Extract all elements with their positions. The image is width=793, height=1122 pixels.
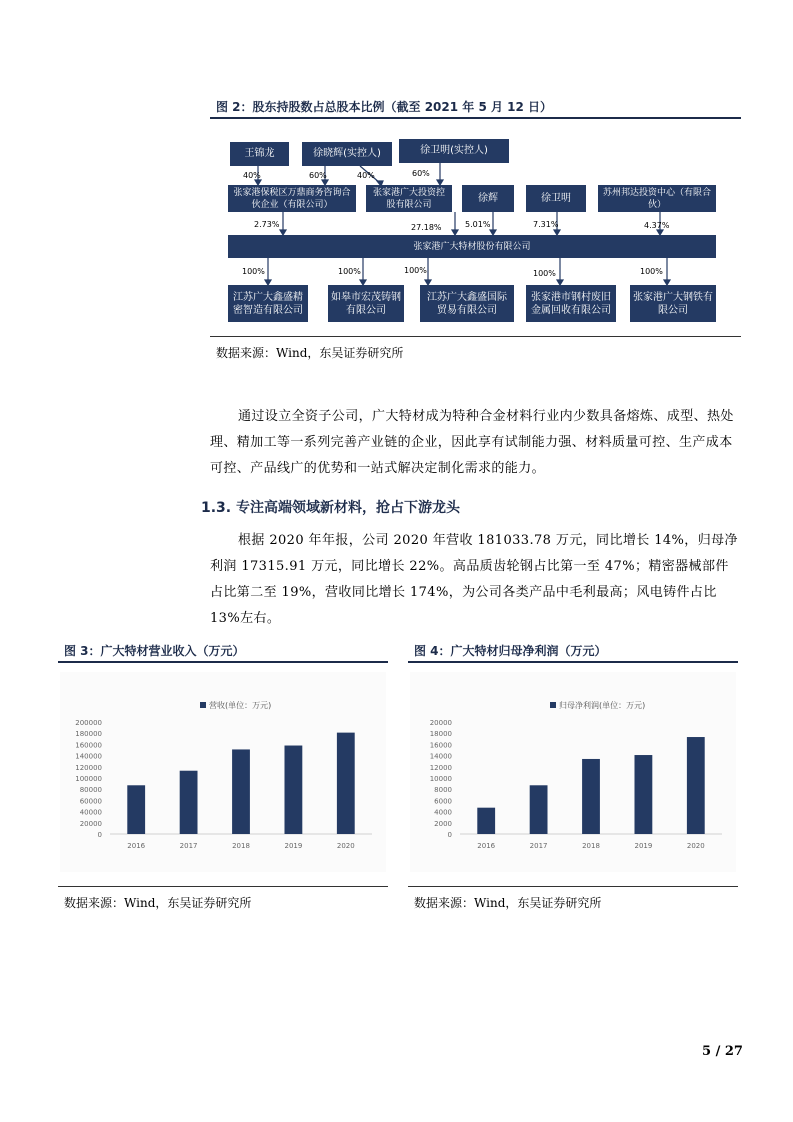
pct-xuwm-gdtz: 60% [412, 169, 430, 178]
x-tick-label: 2016 [477, 842, 496, 850]
x-tick-label: 2020 [336, 842, 355, 850]
node-xu-xiaohui: 徐晓辉(实控人) [302, 142, 392, 166]
node-wanding: 张家港保税区万鼎商务咨询合伙企业（有限公司） [228, 185, 356, 212]
pct-xuxh-wanding: 60% [309, 171, 327, 180]
y-tick-label: 2000 [434, 819, 452, 828]
x-tick-label: 2020 [686, 842, 705, 850]
node-sub-jingmi: 江苏广大鑫盛精密智造有限公司 [228, 285, 308, 322]
y-tick-label: 60000 [79, 797, 102, 806]
legend-label: 营收(单位：万元) [209, 701, 272, 710]
node-sub-huishou: 张家港市钢村废旧金属回收有限公司 [526, 285, 616, 322]
fig4-bottom-rule [408, 886, 738, 887]
bar-2017 [530, 785, 548, 834]
revenue-chart [60, 672, 386, 872]
x-tick-label: 2017 [179, 842, 198, 850]
legend-swatch [550, 702, 556, 708]
bar-2020 [337, 733, 355, 834]
y-tick-label: 140000 [75, 752, 102, 761]
y-tick-label: 20000 [79, 819, 102, 828]
node-sub-gangtie: 张家港广大钢铁有限公司 [630, 285, 716, 322]
y-tick-label: 80000 [79, 786, 102, 795]
node-sub-hongmao: 如皋市宏茂铸钢有限公司 [328, 285, 404, 322]
pct-gdtz-main: 27.18% [411, 223, 442, 232]
bar-2018 [232, 749, 250, 834]
x-tick-label: 2017 [529, 842, 548, 850]
fig2-bottom-rule [210, 336, 741, 337]
fig4-title: 图 4：广大特材归母净利润（万元） [414, 644, 607, 658]
bar-2020 [687, 737, 705, 834]
node-xu-hui: 徐辉 [462, 185, 514, 212]
fig2-title: 图 2：股东持股数占总股本比例（截至 2021 年 5 月 12 日） [216, 100, 553, 114]
pct-sub1: 100% [242, 267, 265, 276]
node-sub-maoyi: 江苏广大鑫盛国际贸易有限公司 [420, 285, 514, 322]
bar-2017 [180, 771, 198, 834]
y-tick-label: 160000 [75, 741, 102, 750]
x-tick-label: 2019 [284, 842, 303, 850]
y-tick-label: 200000 [75, 719, 102, 727]
bar-2016 [477, 808, 495, 834]
y-tick-label: 14000 [429, 752, 452, 761]
x-tick-label: 2018 [232, 842, 250, 850]
pct-wang-wanding: 40% [243, 171, 261, 180]
fig4-top-rule [408, 661, 738, 663]
net-profit-chart [410, 672, 736, 872]
pct-sub5: 100% [640, 267, 663, 276]
y-tick-label: 40000 [79, 808, 102, 817]
node-xu-weiming: 徐卫明(实控人) [399, 139, 509, 163]
pct-xuwm2-main: 7.31% [533, 220, 559, 229]
x-tick-label: 2018 [582, 842, 600, 850]
y-tick-label: 180000 [75, 730, 102, 739]
bar-2019 [634, 755, 652, 834]
y-tick-label: 100000 [75, 775, 102, 783]
page-number: 5 / 27 [702, 1044, 743, 1059]
pct-sub3: 100% [404, 266, 427, 275]
node-wang-jinlong: 王锦龙 [230, 142, 289, 166]
y-tick-label: 4000 [434, 808, 452, 817]
pct-sub4: 100% [533, 269, 556, 278]
y-tick-label: 0 [97, 831, 102, 839]
fig3-title: 图 3：广大特材营业收入（万元） [64, 644, 245, 658]
fig4-source: 数据来源：Wind，东吴证券研究所 [414, 896, 602, 910]
bar-2016 [127, 785, 145, 834]
y-tick-label: 10000 [429, 775, 452, 783]
bar-2019 [284, 746, 302, 834]
node-gd-touzi: 张家港广大投资控股有限公司 [366, 185, 452, 212]
pct-wanding-main: 2.73% [254, 220, 280, 229]
pct-xuhui-main: 5.01% [465, 220, 491, 229]
node-xu-weiming-2: 徐卫明 [526, 185, 586, 212]
y-tick-label: 0 [447, 831, 452, 839]
fig3-source: 数据来源：Wind，东吴证券研究所 [64, 896, 252, 910]
paragraph-subsidiaries: 通过设立全资子公司，广大特材成为特种合金材料行业内少数具备熔炼、成型、热处理、精加工等一系列完善产业链的企业，因此享有试制能力强、材料质量可控、生产成本可控、产品线广的优势和一站式解决定制化需求的能力。 [210, 409, 734, 476]
fig3-bottom-rule [58, 886, 388, 887]
legend-label: 归母净利润(单位：万元) [559, 701, 646, 710]
node-bangda: 苏州邦达投资中心（有限合伙） [598, 185, 716, 212]
x-tick-label: 2019 [634, 842, 653, 850]
pct-bangda-main: 4.37% [644, 221, 670, 230]
legend-swatch [200, 702, 206, 708]
fig3-top-rule [58, 661, 388, 663]
x-tick-label: 2016 [127, 842, 146, 850]
y-tick-label: 18000 [429, 730, 452, 739]
pct-xuxh-gdtz: 40% [357, 171, 375, 180]
chart-legend [200, 700, 271, 710]
pct-sub2: 100% [338, 267, 361, 276]
bar-2018 [582, 759, 600, 834]
chart-legend [550, 700, 645, 710]
fig2-source: 数据来源：Wind，东吴证券研究所 [216, 346, 404, 360]
y-tick-label: 120000 [75, 763, 102, 772]
y-tick-label: 16000 [429, 741, 452, 750]
paragraph-revenue: 根据 2020 年年报，公司 2020 年营收 181033.78 万元，同比增长 14%，归母净利润 17315.91 万元，同比增长 22%。高品质齿轮钢占比第一至 47%；精密器械部件占比第二至 19%，营收同比增长 174%，为公司各类产品中毛利最高；风电铸件占比 13%左右。 [210, 533, 738, 626]
section-heading-1-3: 1.3. 专注高端领域新材料，抢占下游龙头 [201, 500, 460, 516]
y-tick-label: 6000 [434, 797, 452, 806]
y-tick-label: 8000 [434, 786, 452, 795]
node-main-company: 张家港广大特材股份有限公司 [228, 235, 716, 258]
y-tick-label: 20000 [429, 719, 452, 727]
y-tick-label: 12000 [429, 763, 452, 772]
